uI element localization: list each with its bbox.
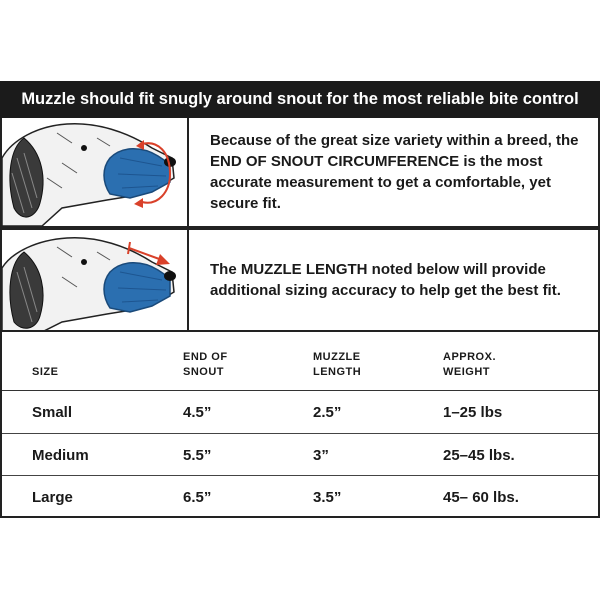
length-text-bold: MUZZLE LENGTH: [240, 261, 368, 278]
circumference-text-before: Because of the great size variety within a breed, the: [210, 132, 579, 149]
cell-snout: 6.5”: [183, 488, 212, 506]
cell-weight: 1–25 lbs: [443, 403, 503, 421]
header-length-line2: LENGTH: [313, 366, 362, 378]
header-weight-line2: WEIGHT: [443, 366, 490, 378]
header-size: SIZE: [32, 366, 59, 378]
cell-size: Small: [32, 403, 73, 421]
length-text-before: The: [210, 261, 241, 278]
header-weight: [443, 350, 496, 380]
cell-snout: 4.5”: [183, 403, 212, 421]
dog-length-illustration: [2, 228, 189, 330]
header-length: [313, 350, 361, 380]
dog-circumference-illustration: [2, 118, 189, 226]
cell-weight: 45– 60 lbs.: [443, 488, 519, 506]
cell-size: Large: [32, 488, 73, 506]
table-row: [2, 391, 598, 433]
info-row-circumference: [2, 118, 598, 228]
cell-length: 3”: [313, 446, 329, 464]
sizing-chart: [0, 81, 600, 518]
header-snout-line2: SNOUT: [183, 366, 224, 378]
header-snout: [183, 350, 228, 380]
table-row: [2, 434, 598, 476]
header-length-line1: MUZZLE: [313, 351, 361, 363]
cell-snout: 5.5”: [183, 446, 212, 464]
info-row-length: [2, 228, 598, 330]
length-description: [189, 228, 598, 330]
circumference-text-bold: END OF SNOUT CIRCUMFERENCE: [210, 153, 460, 170]
cell-length: 3.5”: [313, 488, 342, 506]
header-snout-line1: END OF: [183, 351, 228, 363]
length-text-after: noted below will provide additional sizing accuracy to help get the best fit.: [210, 261, 561, 299]
cell-length: 2.5”: [313, 403, 342, 421]
table-row: [2, 476, 598, 518]
cell-size: Medium: [32, 446, 89, 464]
cell-weight: 25–45 lbs.: [443, 446, 515, 464]
header-weight-line1: APPROX.: [443, 351, 497, 363]
size-table: [2, 330, 598, 516]
circumference-text-after: is the most accurate measurement to get a comfortable, yet secure fit.: [210, 153, 551, 212]
circumference-description: [210, 118, 588, 226]
chart-title: Muzzle should fit snugly around snout for the most reliable bite control: [0, 81, 600, 118]
